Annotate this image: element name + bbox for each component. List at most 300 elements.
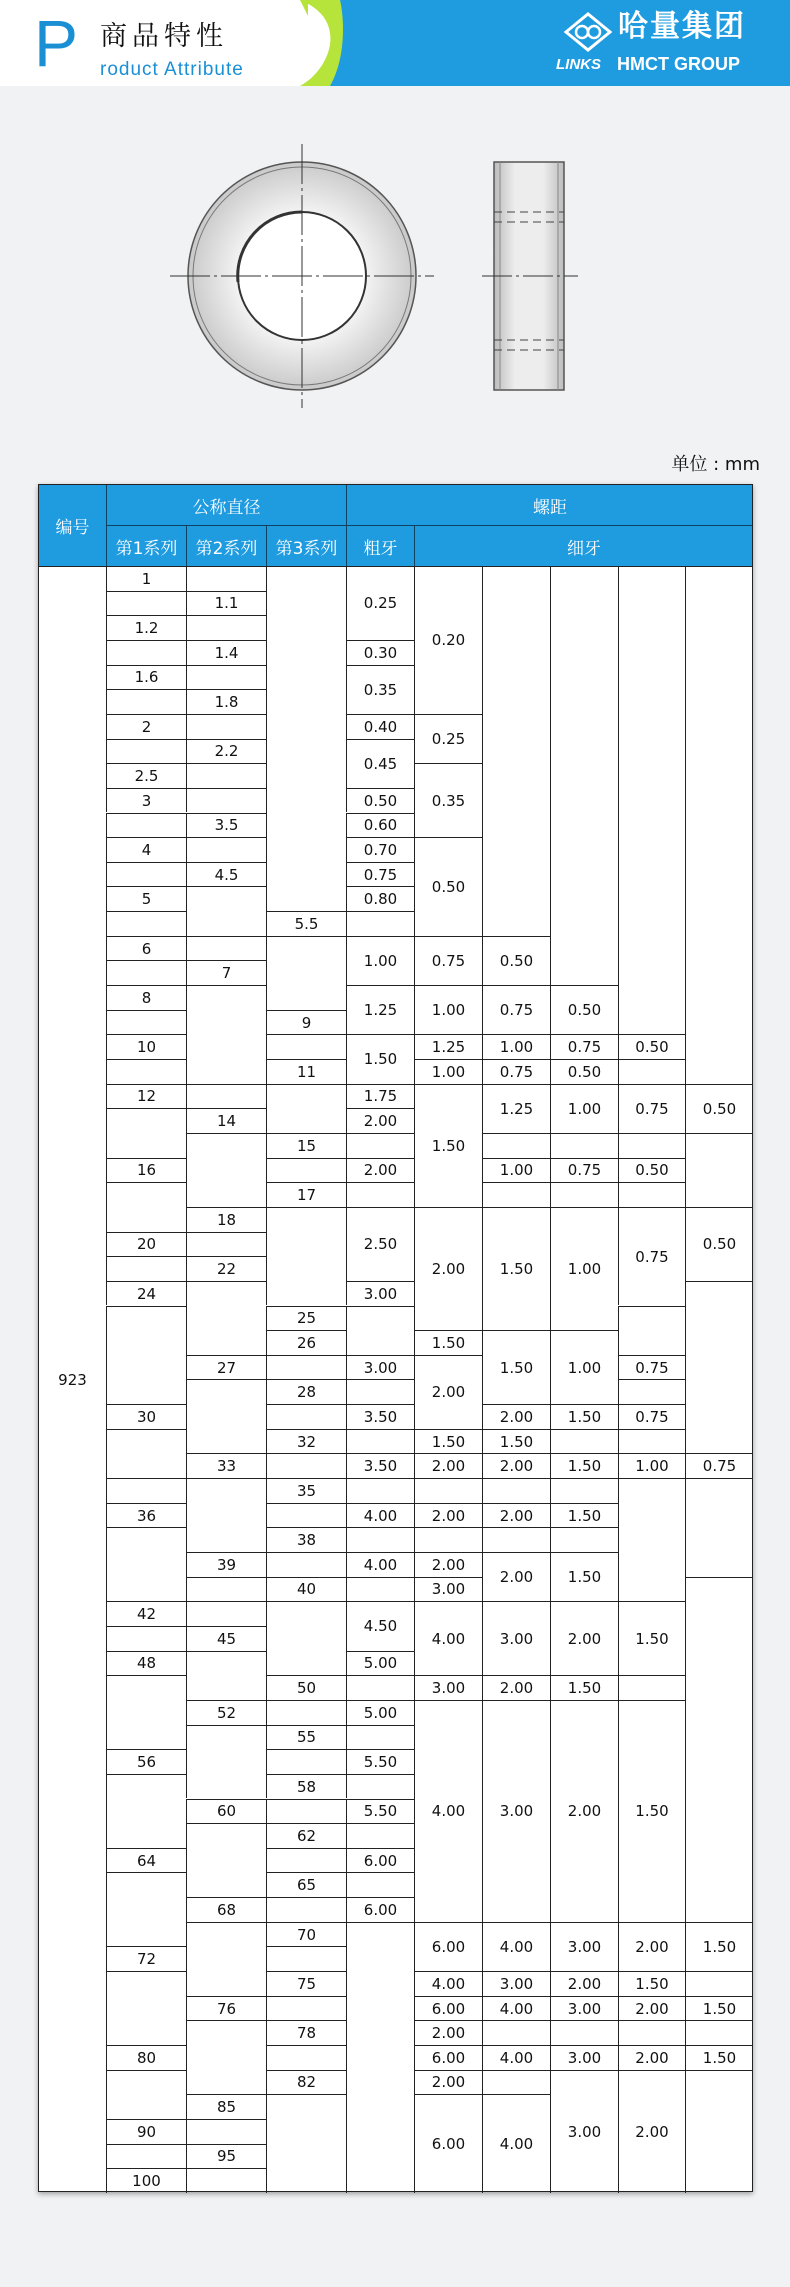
- table-cell: 1.00: [550, 1207, 618, 1330]
- table-cell: 1.50: [414, 1429, 482, 1454]
- table-cell: 1.50: [550, 1552, 618, 1601]
- table-cell: [618, 566, 685, 1034]
- table-cell: 2.2: [186, 739, 266, 764]
- table-cell: 4: [106, 837, 186, 862]
- table-cell: 56: [106, 1749, 186, 1774]
- table-cell: 80: [106, 2045, 186, 2070]
- table-cell: 2: [106, 714, 186, 739]
- table-cell: 26: [266, 1330, 346, 1355]
- table-cell: 1.50: [482, 1429, 550, 1454]
- table-cell: 2.00: [482, 1503, 550, 1528]
- table-cell: 0.45: [346, 739, 414, 788]
- table-cell: 1.00: [414, 1059, 482, 1084]
- spec-table: [38, 484, 753, 2192]
- table-cell: 12: [106, 1084, 186, 1109]
- table-cell: 6: [106, 936, 186, 961]
- table-cell: [186, 1232, 266, 1257]
- table-cell: 3.00: [482, 1700, 550, 1922]
- table-cell: 1.00: [414, 985, 482, 1034]
- header-pitch: 螺距: [346, 484, 753, 525]
- table-cell: 68: [186, 1897, 266, 1922]
- table-cell: [266, 1084, 346, 1133]
- table-cell: 4.5: [186, 862, 266, 887]
- table-cell: 1.00: [550, 1084, 618, 1133]
- table-cell: [685, 1133, 753, 1207]
- table-cell: [346, 1379, 414, 1404]
- table-cell: 6.00: [414, 1996, 482, 2021]
- table-cell: 6.00: [346, 1848, 414, 1873]
- table-cell: 4.00: [414, 1700, 482, 1922]
- table-cell: [106, 1010, 186, 1035]
- table-cell: 0.50: [346, 788, 414, 813]
- table-cell: [186, 665, 266, 690]
- table-cell: 2.50: [346, 1207, 414, 1281]
- table-cell: 0.75: [618, 1404, 685, 1429]
- table-cell: 75: [266, 1971, 346, 1996]
- table-cell: 0.40: [346, 714, 414, 739]
- table-cell: [346, 1133, 414, 1158]
- table-cell: 0.50: [550, 985, 618, 1034]
- table-cell: 0.70: [346, 837, 414, 862]
- table-cell: [550, 1527, 618, 1552]
- table-cell: 32: [266, 1429, 346, 1454]
- table-cell: [346, 911, 414, 936]
- table-cell: [618, 1675, 685, 1700]
- table-cell: [186, 1084, 266, 1109]
- table-cell: 50: [266, 1675, 346, 1700]
- table-cell: [266, 1749, 346, 1774]
- table-cell: 6.00: [346, 1897, 414, 1922]
- table-cell: [186, 1133, 266, 1207]
- table-cell: [414, 1478, 482, 1503]
- table-cell: 0.35: [414, 763, 482, 837]
- table-cell: [106, 1971, 186, 2045]
- table-cell: [106, 1182, 186, 1231]
- table-cell: 1.50: [685, 2045, 753, 2070]
- table-cell: 2.00: [414, 1503, 482, 1528]
- table-cell: 1.50: [685, 1922, 753, 1971]
- table-cell: 1.50: [550, 1503, 618, 1528]
- table-cell: 4.00: [414, 1971, 482, 1996]
- table-cell: [550, 1429, 618, 1454]
- table-cell: 3.00: [550, 2070, 618, 2193]
- table-cell: 2.00: [482, 1675, 550, 1700]
- table-cell: 64: [106, 1848, 186, 1873]
- table-cell: 0.75: [685, 1453, 753, 1478]
- product-drawing: [0, 130, 790, 430]
- table-cell: [618, 2020, 685, 2045]
- table-cell: 3.00: [346, 1355, 414, 1380]
- table-cell: [106, 862, 186, 887]
- table-cell: [414, 1527, 482, 1552]
- table-cell: 40: [266, 1577, 346, 1602]
- table-cell: 18: [186, 1207, 266, 1232]
- table-cell: [685, 566, 753, 1084]
- header-coarse-thread: 粗牙: [346, 525, 414, 566]
- table-cell: [106, 1872, 186, 1946]
- table-cell: [106, 1306, 186, 1405]
- table-cell: 2.5: [106, 763, 186, 788]
- header-code: 编号: [38, 484, 106, 566]
- table-cell: 1.50: [618, 1700, 685, 1922]
- table-cell: 0.25: [414, 714, 482, 763]
- table-cell: 1.2: [106, 615, 186, 640]
- table-cell: 0.20: [414, 566, 482, 714]
- table-cell: 55: [266, 1725, 346, 1750]
- table-cell: 1.50: [618, 1971, 685, 1996]
- header-nominal-diameter: 公称直径: [106, 484, 346, 525]
- table-cell: 6.00: [414, 2045, 482, 2070]
- table-cell: 2.00: [346, 1158, 414, 1183]
- table-cell: 0.50: [550, 1059, 618, 1084]
- table-cell: 5.50: [346, 1749, 414, 1774]
- table-cell: 4.00: [482, 2094, 550, 2193]
- brand-name-en: HMCT GROUP: [617, 54, 740, 74]
- table-cell: [346, 1306, 414, 1355]
- table-cell: [106, 689, 186, 714]
- table-cell: [346, 1922, 414, 2193]
- table-cell: [618, 1059, 685, 1084]
- table-cell: 60: [186, 1799, 266, 1824]
- table-cell: 82: [266, 2070, 346, 2095]
- table-cell: 35: [266, 1478, 346, 1503]
- table-cell: [346, 1429, 414, 1454]
- table-cell: 2.00: [550, 1971, 618, 1996]
- table-cell: 78: [266, 2020, 346, 2045]
- table-cell: [266, 936, 346, 1010]
- table-cell: 0.25: [346, 566, 414, 640]
- table-cell: 2.00: [414, 1355, 482, 1429]
- table-cell: 2.00: [482, 1552, 550, 1601]
- table-cell: [186, 1577, 266, 1602]
- table-cell: [106, 2070, 186, 2119]
- table-cell: [685, 1577, 753, 1922]
- table-cell: 62: [266, 1823, 346, 1848]
- table-cell: 30: [106, 1404, 186, 1429]
- table-cell: [266, 1503, 346, 1528]
- table-cell: [186, 985, 266, 1084]
- table-cell: 0.50: [685, 1207, 753, 1281]
- table-cell: [618, 1429, 685, 1454]
- table-cell: 5.50: [346, 1799, 414, 1824]
- table-cell: 36: [106, 1503, 186, 1528]
- table-cell: 0.50: [685, 1084, 753, 1133]
- table-cell: [346, 1725, 414, 1750]
- table-cell: [106, 1626, 186, 1651]
- table-cell: 0.75: [414, 936, 482, 985]
- table-cell: [482, 1478, 550, 1503]
- table-cell: [186, 763, 266, 788]
- table-cell: 1.50: [482, 1207, 550, 1330]
- table-cell: 0.75: [618, 1084, 685, 1133]
- table-cell: 2.00: [550, 1601, 618, 1675]
- table-cell: [106, 1478, 186, 1503]
- table-cell: [618, 1379, 685, 1404]
- table-cell: 1.50: [414, 1330, 482, 1355]
- table-cell: [186, 1651, 266, 1700]
- table-cell: 3.00: [550, 2045, 618, 2070]
- table-cell: 3.50: [346, 1453, 414, 1478]
- table-cell: [106, 813, 186, 838]
- table-cell: [106, 2144, 186, 2169]
- table-cell: [482, 1133, 550, 1158]
- code-value-cell: 923: [38, 566, 106, 2192]
- page-title-cn: 商品特性: [100, 21, 228, 52]
- table-cell: [266, 2045, 346, 2070]
- table-cell: 4.00: [346, 1552, 414, 1577]
- table-cell: 14: [186, 1108, 266, 1133]
- table-cell: [186, 2020, 266, 2094]
- table-cell: [186, 1379, 266, 1453]
- table-cell: 1.50: [482, 1330, 550, 1404]
- table-cell: [186, 788, 266, 813]
- table-cell: [618, 1478, 685, 1601]
- table-cell: 4.50: [346, 1601, 414, 1650]
- table-cell: [346, 1675, 414, 1700]
- table-cell: [186, 566, 266, 591]
- table-cell: 4.00: [482, 1922, 550, 1971]
- table-cell: 5.5: [266, 911, 346, 936]
- table-cell: [266, 1848, 346, 1873]
- table-cell: [186, 1922, 266, 1996]
- table-cell: [106, 591, 186, 616]
- table-cell: [618, 1306, 685, 1355]
- table-cell: 95: [186, 2144, 266, 2169]
- table-cell: 42: [106, 1601, 186, 1626]
- table-cell: 52: [186, 1700, 266, 1725]
- header-series-3: 第3系列: [266, 525, 346, 566]
- table-cell: [685, 2070, 753, 2193]
- table-cell: 4.00: [482, 1996, 550, 2021]
- table-cell: [106, 1429, 186, 1478]
- table-cell: 4.00: [346, 1503, 414, 1528]
- table-cell: 11: [266, 1059, 346, 1084]
- table-cell: 0.75: [482, 1059, 550, 1084]
- table-cell: 2.00: [346, 1108, 414, 1133]
- table-cell: 2.00: [618, 2045, 685, 2070]
- table-cell: 1.50: [550, 1453, 618, 1478]
- table-cell: 1.25: [346, 985, 414, 1034]
- table-cell: 2.00: [414, 1453, 482, 1478]
- table-cell: [346, 1774, 414, 1799]
- table-cell: 0.60: [346, 813, 414, 838]
- table-cell: 5.00: [346, 1651, 414, 1676]
- table-cell: 58: [266, 1774, 346, 1799]
- table-cell: [346, 1872, 414, 1897]
- table-cell: [618, 1182, 685, 1207]
- table-cell: 0.50: [618, 1034, 685, 1059]
- table-cell: 2.00: [618, 1922, 685, 1971]
- table-cell: 1.00: [482, 1034, 550, 1059]
- table-cell: 2.00: [618, 2070, 685, 2193]
- table-cell: [266, 2094, 346, 2193]
- table-cell: [186, 1281, 266, 1355]
- table-cell: [685, 1971, 753, 1996]
- table-cell: [266, 1897, 346, 1922]
- table-cell: 5: [106, 886, 186, 911]
- table-cell: 1: [106, 566, 186, 591]
- table-cell: [482, 1527, 550, 1552]
- table-cell: [106, 1059, 186, 1084]
- table-cell: 1.00: [550, 1330, 618, 1404]
- table-cell: 3.00: [550, 1996, 618, 2021]
- table-cell: [346, 1823, 414, 1848]
- table-cell: 1.6: [106, 665, 186, 690]
- table-cell: 2.00: [414, 2020, 482, 2045]
- table-cell: 45: [186, 1626, 266, 1651]
- table-cell: 0.75: [550, 1158, 618, 1183]
- table-cell: 0.75: [550, 1034, 618, 1059]
- table-cell: [266, 1946, 346, 1971]
- table-cell: 0.50: [414, 837, 482, 936]
- table-cell: 20: [106, 1232, 186, 1257]
- table-cell: 24: [106, 1281, 186, 1306]
- table-cell: 3: [106, 788, 186, 813]
- table-cell: 0.75: [618, 1355, 685, 1380]
- table-cell: 3.00: [482, 1601, 550, 1675]
- table-cell: 25: [266, 1306, 346, 1331]
- table-cell: [186, 936, 266, 961]
- table-cell: 1.50: [550, 1404, 618, 1429]
- table-cell: [106, 1256, 186, 1281]
- table-cell: 90: [106, 2119, 186, 2144]
- table-cell: 72: [106, 1946, 186, 1971]
- table-cell: 1.1: [186, 591, 266, 616]
- table-cell: 1.00: [346, 936, 414, 985]
- table-cell: 1.75: [346, 1084, 414, 1109]
- table-cell: 65: [266, 1872, 346, 1897]
- table-cell: [186, 714, 266, 739]
- table-cell: [685, 1478, 753, 1577]
- table-cell: 3.00: [346, 1281, 414, 1306]
- table-cell: [266, 1355, 346, 1380]
- table-cell: 0.75: [346, 862, 414, 887]
- table-cell: 4.00: [414, 1601, 482, 1675]
- table-cell: [550, 566, 618, 985]
- table-cell: 9: [266, 1010, 346, 1035]
- table-cell: 6.00: [414, 2094, 482, 2193]
- table-cell: 38: [266, 1527, 346, 1552]
- table-cell: 17: [266, 1182, 346, 1207]
- table-cell: 39: [186, 1552, 266, 1577]
- table-cell: 2.00: [618, 1996, 685, 2021]
- table-cell: [346, 1577, 414, 1602]
- table-cell: [266, 1700, 346, 1725]
- table-cell: 1.8: [186, 689, 266, 714]
- table-cell: [685, 2020, 753, 2045]
- table-cell: 2.00: [482, 1453, 550, 1478]
- table-cell: 1.25: [482, 1084, 550, 1133]
- table-cell: 2.00: [482, 1404, 550, 1429]
- table-cell: [106, 1675, 186, 1749]
- table-cell: 33: [186, 1453, 266, 1478]
- table-cell: 1.50: [685, 1996, 753, 2021]
- table-cell: 0.80: [346, 886, 414, 911]
- table-cell: [266, 566, 346, 911]
- table-cell: [266, 1453, 346, 1478]
- table-cell: [186, 1725, 266, 1799]
- table-cell: [266, 1996, 346, 2021]
- table-cell: 0.75: [618, 1207, 685, 1306]
- table-cell: [482, 2020, 550, 2045]
- table-cell: 3.00: [482, 1971, 550, 1996]
- table-cell: 10: [106, 1034, 186, 1059]
- front-view: [170, 144, 434, 408]
- table-cell: [482, 2070, 550, 2095]
- spec-table-container: [38, 484, 753, 2192]
- table-cell: 1.50: [618, 1601, 685, 1675]
- table-cell: 3.00: [414, 1577, 482, 1602]
- table-cell: [106, 1774, 186, 1848]
- table-cell: 70: [266, 1922, 346, 1947]
- table-cell: 0.50: [618, 1158, 685, 1183]
- table-cell: 1.50: [346, 1034, 414, 1083]
- table-cell: 3.50: [346, 1404, 414, 1429]
- table-cell: [346, 1527, 414, 1552]
- table-cell: [266, 1799, 346, 1824]
- table-cell: 6.00: [414, 1922, 482, 1971]
- table-cell: [346, 1478, 414, 1503]
- table-cell: 5.00: [346, 1700, 414, 1725]
- table-cell: [266, 1552, 346, 1577]
- table-cell: 48: [106, 1651, 186, 1676]
- table-cell: [186, 1823, 266, 1897]
- table-cell: [266, 1034, 346, 1059]
- table-cell: 2.00: [414, 1207, 482, 1330]
- table-cell: 0.50: [482, 936, 550, 985]
- table-cell: [550, 1478, 618, 1503]
- header-series-2: 第2系列: [186, 525, 266, 566]
- table-cell: [550, 1133, 618, 1158]
- table-cell: 8: [106, 985, 186, 1010]
- table-cell: 3.00: [414, 1675, 482, 1700]
- unit-label: 单位 : mm: [671, 454, 760, 475]
- table-cell: 0.30: [346, 640, 414, 665]
- table-cell: 16: [106, 1158, 186, 1183]
- table-cell: [186, 2119, 266, 2144]
- table-cell: [550, 1182, 618, 1207]
- table-cell: [106, 640, 186, 665]
- table-cell: [106, 911, 186, 936]
- table-cell: [482, 1182, 550, 1207]
- table-cell: [346, 1182, 414, 1207]
- table-cell: [186, 615, 266, 640]
- table-cell: 3.5: [186, 813, 266, 838]
- table-cell: 1.4: [186, 640, 266, 665]
- table-cell: [266, 1158, 346, 1183]
- brand-name-cn: 哈量集团: [618, 9, 746, 44]
- table-cell: 22: [186, 1256, 266, 1281]
- table-cell: [106, 1108, 186, 1157]
- table-cell: 3.00: [550, 1922, 618, 1971]
- p-letter: P: [34, 6, 79, 80]
- table-cell: 0.75: [482, 985, 550, 1034]
- header-fine-thread: 细牙: [414, 525, 753, 566]
- table-cell: 76: [186, 1996, 266, 2021]
- table-cell: 85: [186, 2094, 266, 2119]
- table-cell: 2.00: [414, 1552, 482, 1577]
- table-cell: [266, 1404, 346, 1429]
- table-cell: 28: [266, 1379, 346, 1404]
- table-cell: [266, 1601, 346, 1675]
- table-cell: 1.50: [550, 1675, 618, 1700]
- table-cell: 15: [266, 1133, 346, 1158]
- table-cell: [106, 1527, 186, 1601]
- header-series-1: 第1系列: [106, 525, 186, 566]
- brand-logo-icon: [562, 12, 614, 52]
- table-cell: [186, 837, 266, 862]
- table-cell: 1.50: [414, 1084, 482, 1207]
